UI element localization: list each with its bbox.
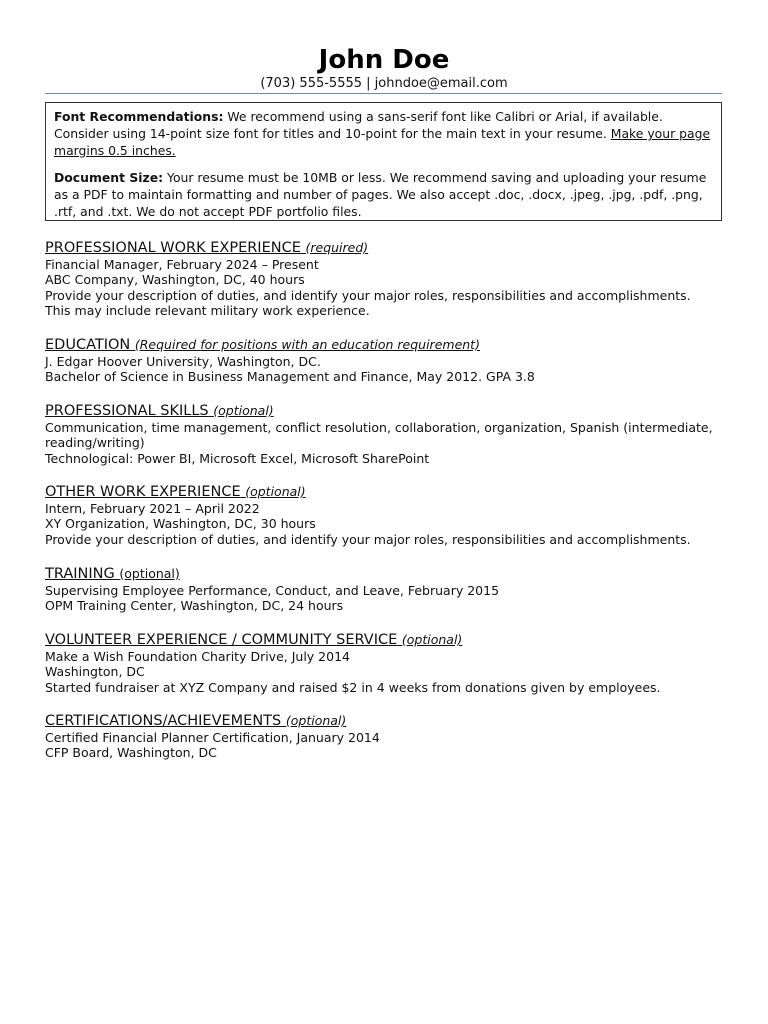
section-training [45, 565, 725, 614]
section-qualifier: (optional) [285, 713, 347, 728]
guidance-box [45, 102, 722, 221]
section-qualifier: (optional) [119, 566, 180, 581]
section-title: CERTIFICATIONS/ACHIEVEMENTS [45, 713, 282, 729]
section-heading [45, 483, 725, 501]
section-qualifier: (optional) [213, 403, 274, 418]
section-other-work-experience [45, 483, 725, 547]
section-line: Provide your description of duties, and identify your major roles, responsibilities and accomplishments. [45, 531, 691, 547]
font-recommendation-label: Font Recommendations: [54, 109, 224, 124]
section-professional-skills [45, 402, 725, 466]
section-line: Bachelor of Science in Business Management and Finance, May 2012. GPA 3.8 [45, 369, 535, 385]
section-line: OPM Training Center, Washington, DC, 24 hours [45, 598, 344, 614]
section-qualifier: (optional) [401, 632, 463, 647]
section-heading [45, 336, 725, 354]
page-margin-note: Make your page margins 0.5 inches. [54, 126, 711, 158]
section-line: ABC Company, Washington, DC, 40 hours [45, 272, 305, 288]
section-line: XY Organization, Washington, DC, 30 hours [45, 516, 316, 532]
section-line: CFP Board, Washington, DC [45, 745, 217, 761]
section-title: OTHER WORK EXPERIENCE [45, 484, 241, 500]
document-size-paragraph [54, 169, 713, 220]
section-heading [45, 565, 725, 583]
contact-line: (703) 555-5555 | johndoe@email.com [260, 76, 508, 91]
section-title: TRAINING [45, 566, 115, 582]
section-qualifier: (required) [305, 240, 369, 255]
font-recommendation-paragraph [54, 108, 713, 159]
section-title: PROFESSIONAL SKILLS [45, 403, 209, 419]
header-divider [45, 93, 722, 94]
section-line: This may include relevant military work experience. [45, 302, 370, 318]
section-heading [45, 239, 725, 257]
section-title: PROFESSIONAL WORK EXPERIENCE [45, 240, 301, 256]
document-size-label: Document Size: [54, 170, 164, 185]
section-line: Make a Wish Foundation Charity Drive, July 2014 [45, 649, 350, 664]
document-size-text: Your resume must be 10MB or less. We recommend saving and uploading your resume as a PDF to maintain formatting and number of pages. We also accept .doc, .docx, .jpeg, .jpg, .pdf, .png, .rtf, and .txt. We do not accept PDF portfolio files. [54, 170, 707, 219]
candidate-name: John Doe [318, 45, 450, 75]
section-line: Communication, time management, conflict resolution, collaboration, organization, Spanish (intermediate, reading/writing) [45, 420, 713, 451]
section-line: Intern, February 2021 – April 2022 [45, 501, 260, 516]
section-professional-work-experience [45, 239, 725, 318]
section-education [45, 336, 725, 385]
section-heading [45, 712, 725, 730]
section-title: VOLUNTEER EXPERIENCE / COMMUNITY SERVICE [45, 632, 398, 648]
section-certifications [45, 712, 725, 761]
font-recommendation-text: We recommend using a sans-serif font like Calibri or Arial, if available. Consider using 14-point size font for titles and 10-point for the main text in your resume. [54, 109, 663, 141]
section-line: Supervising Employee Performance, Conduct, and Leave, February 2015 [45, 583, 500, 598]
section-line: Started fundraiser at XYZ Company and raised $2 in 4 weeks from donations given by employees. [45, 679, 661, 695]
section-qualifier: (Required for positions with an education requirement) [134, 337, 480, 352]
section-heading [45, 631, 725, 649]
section-line: J. Edgar Hoover University, Washington, DC. [45, 354, 321, 369]
section-volunteer-experience [45, 631, 725, 695]
section-title: EDUCATION [45, 337, 131, 353]
section-line: Technological: Power BI, Microsoft Excel, Microsoft SharePoint [45, 450, 430, 466]
section-heading [45, 402, 725, 420]
section-line: Washington, DC [45, 664, 145, 680]
section-qualifier: (optional) [245, 484, 306, 499]
section-line: Certified Financial Planner Certification, January 2014 [45, 730, 380, 745]
section-line: Financial Manager, February 2024 – Present [45, 257, 319, 272]
section-line: Provide your description of duties, and identify your major roles, responsibilities and accomplishments. [45, 287, 691, 303]
